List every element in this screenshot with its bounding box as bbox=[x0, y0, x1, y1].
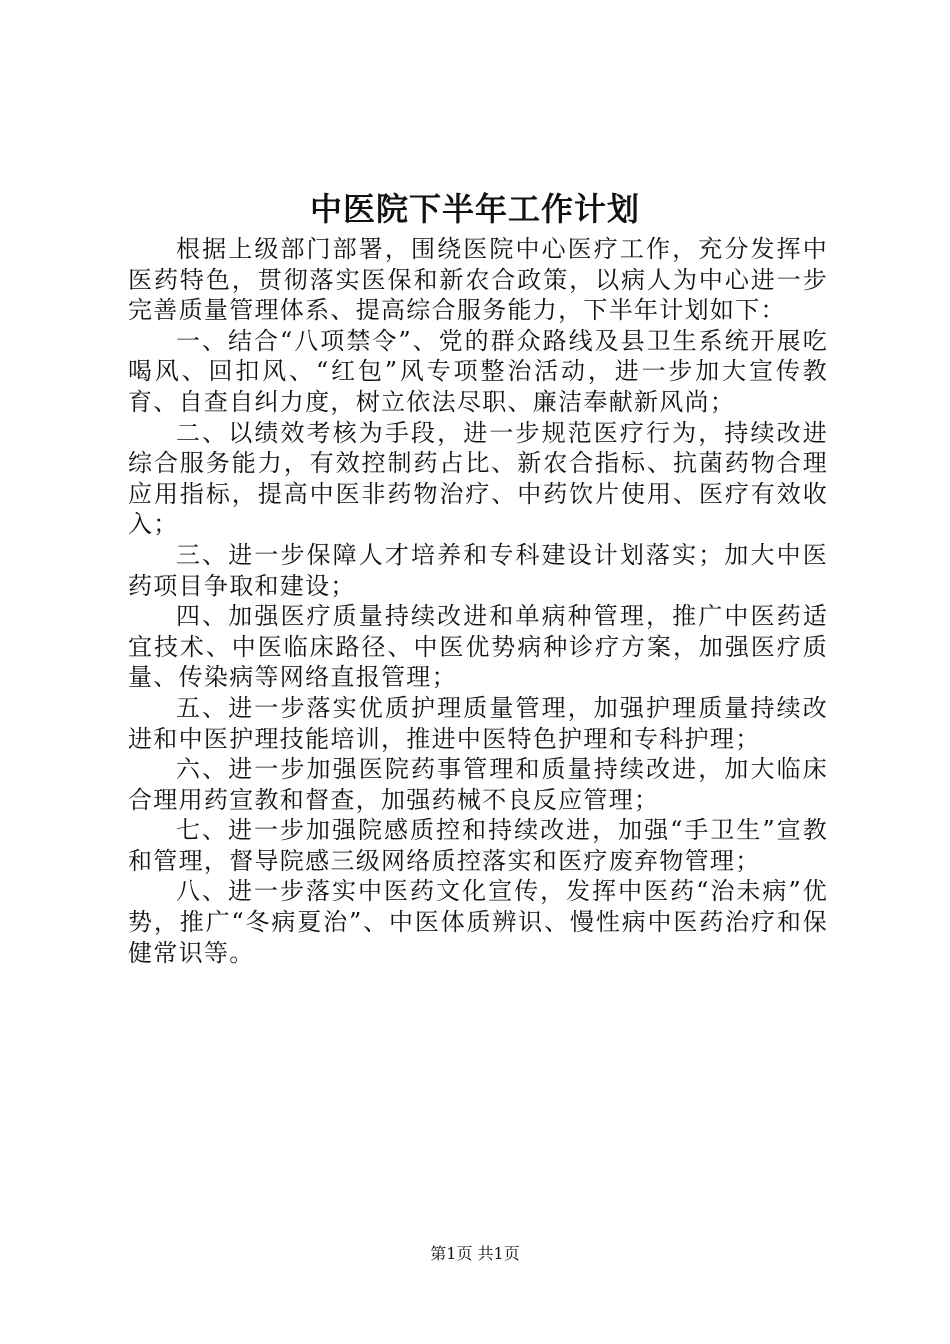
paragraph-item-2: 二、以绩效考核为手段，进一步规范医疗行为，持续改进综合服务能力，有效控制药占比、新农合指标、抗菌药物合理应用指标，提高中医非药物治疗、中药饮片使用、医疗有效收入； bbox=[128, 418, 828, 539]
document-title: 中医院下半年工作计划 bbox=[309, 190, 640, 228]
document-body bbox=[128, 234, 828, 968]
page-number-footer: 第1页 共1页 bbox=[430, 1244, 520, 1263]
paragraph-item-8: 八、进一步落实中医药文化宣传，发挥中医药“治未病”优势，推广“冬病夏治”、中医体质辨识、慢性病中医药治疗和保健常识等。 bbox=[128, 877, 828, 967]
paragraph-item-7: 七、进一步加强院感质控和持续改进，加强“手卫生”宣教和管理，督导院感三级网络质控落实和医疗废弃物管理； bbox=[128, 816, 828, 875]
paragraph-item-6: 六、进一步加强医院药事管理和质量持续改进，加大临床合理用药宣教和督查，加强药械不良反应管理； bbox=[128, 755, 828, 814]
paragraph-item-5: 五、进一步落实优质护理质量管理，加强护理质量持续改进和中医护理技能培训，推进中医特色护理和专科护理； bbox=[128, 693, 828, 753]
paragraph-item-3: 三、进一步保障人才培养和专科建设计划落实；加大中医药项目争取和建设； bbox=[128, 540, 828, 600]
paragraph-intro: 根据上级部门部署，围绕医院中心医疗工作，充分发挥中医药特色，贯彻落实医保和新农合政策，以病人为中心进一步完善质量管理体系、提高综合服务能力，下半年计划如下： bbox=[128, 235, 828, 325]
paragraph-item-1: 一、结合“八项禁令”、党的群众路线及县卫生系统开展吃喝风、回扣风、“红包”风专项整治活动，进一步加大宣传教育、自查自纠力度，树立依法尽职、廉洁奉献新风尚； bbox=[128, 326, 828, 416]
paragraph-item-4: 四、加强医疗质量持续改进和单病种管理，推广中医药适宜技术、中医临床路径、中医优势病种诊疗方案，加强医疗质量、传染病等网络直报管理； bbox=[128, 602, 828, 692]
